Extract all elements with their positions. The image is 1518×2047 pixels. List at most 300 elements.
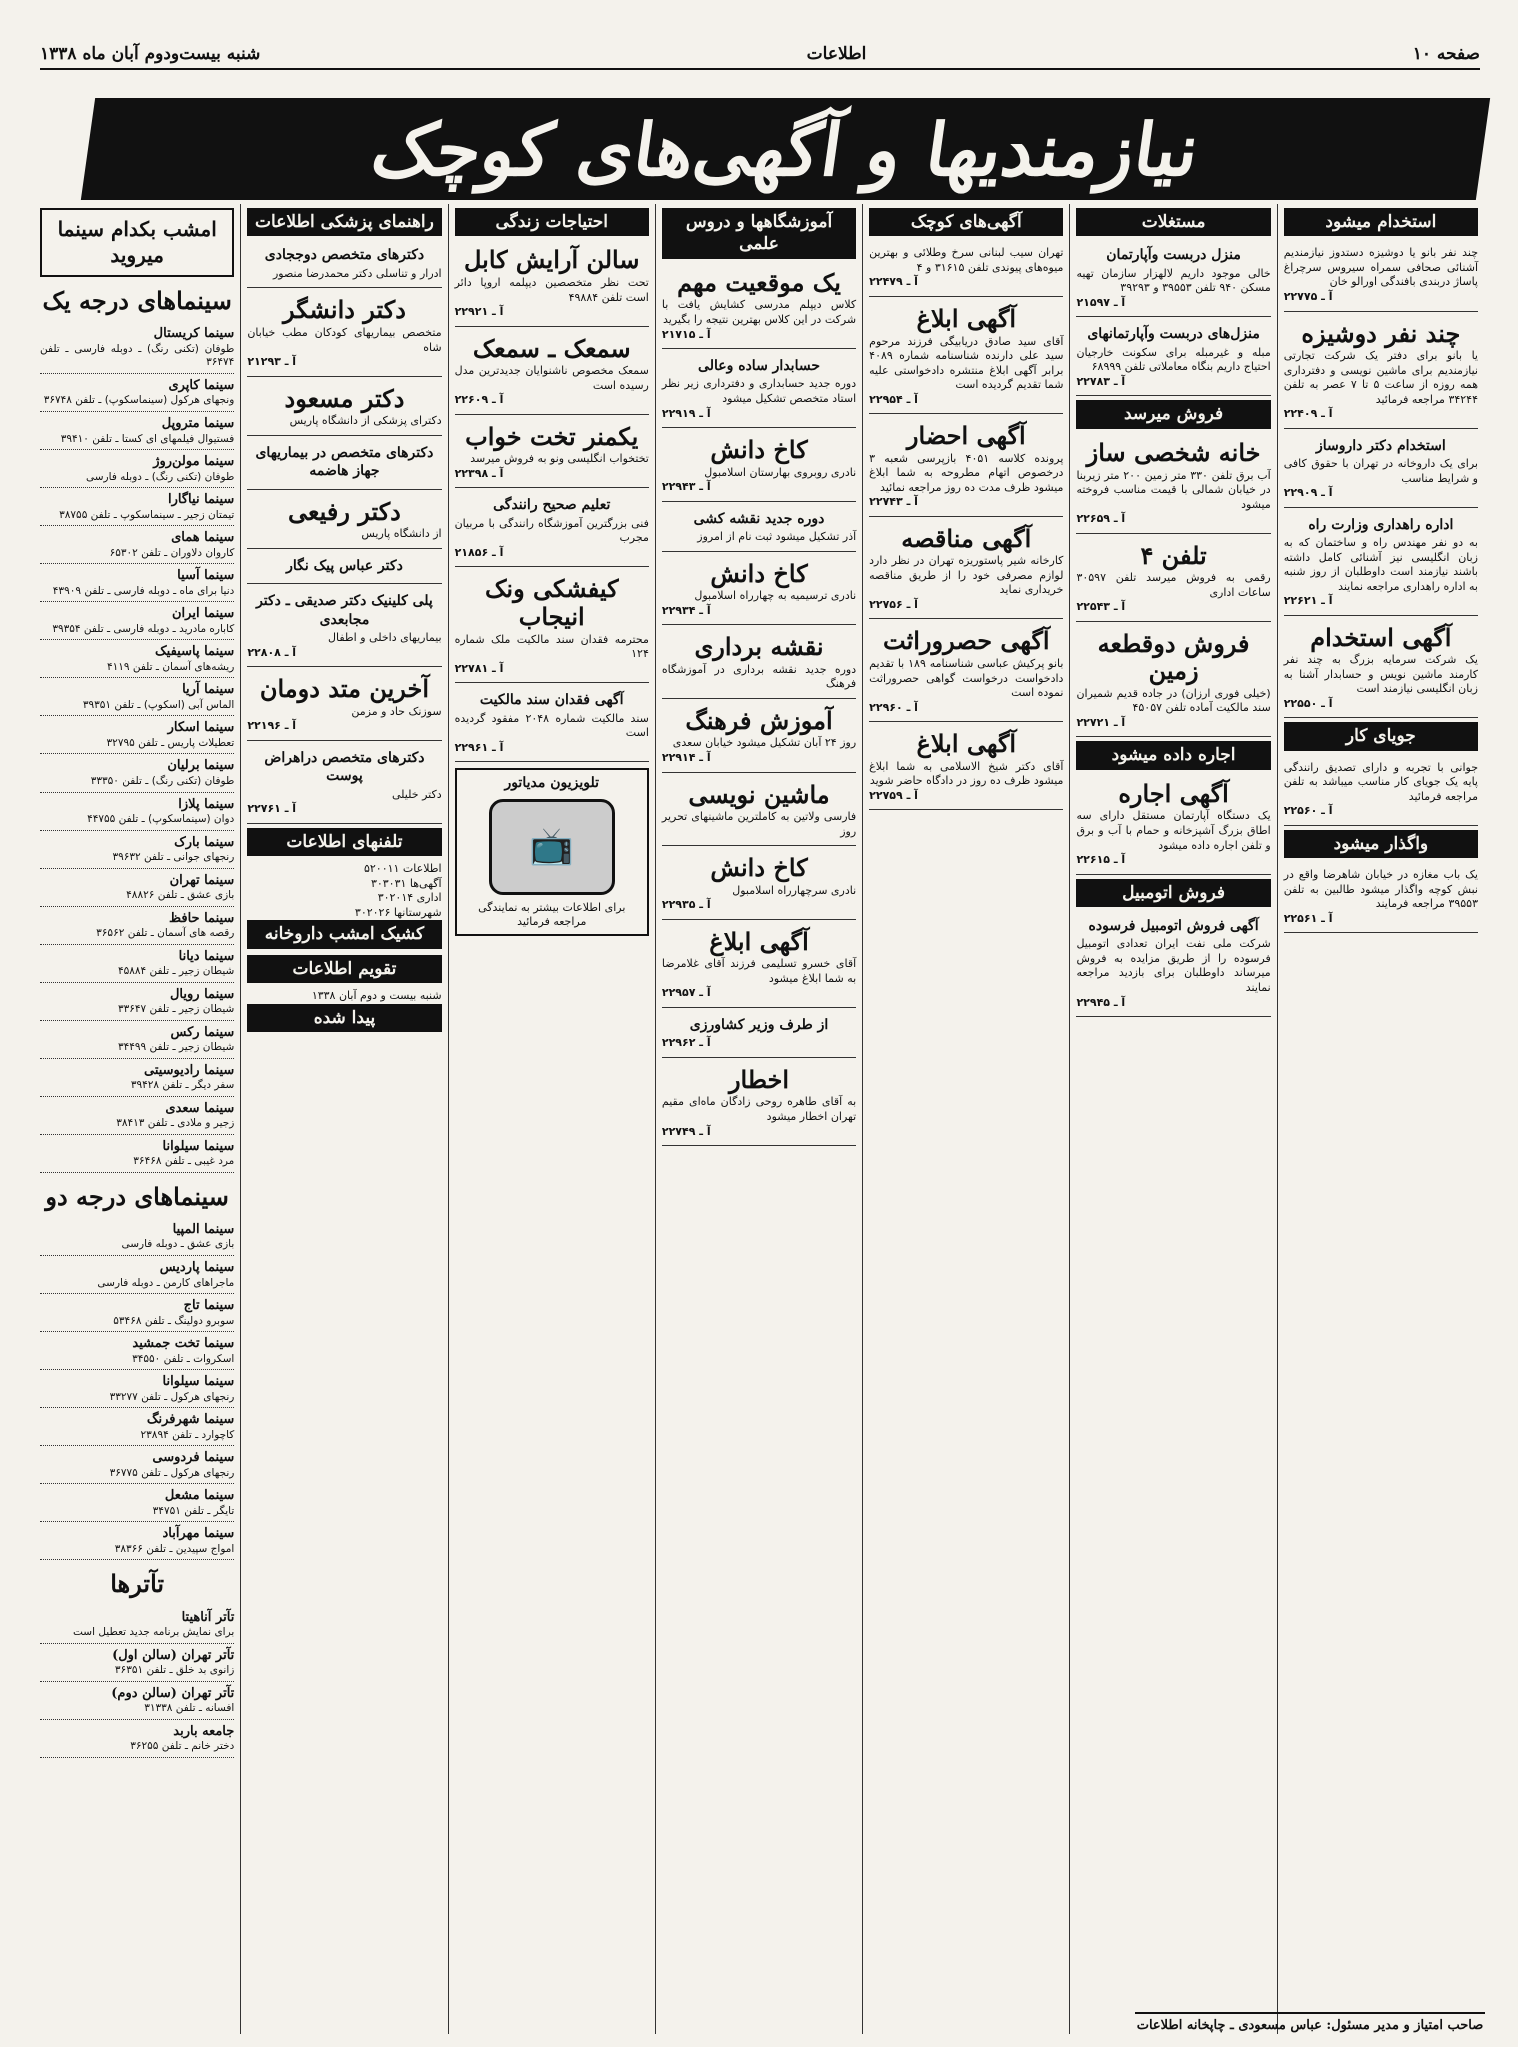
ad-code: آ ـ ۲۲۴۰۹ <box>1283 407 1333 421</box>
tv-advertisement <box>455 768 649 936</box>
ad-code: آ ـ ۲۲۹۰۹ <box>1283 486 1333 500</box>
ad-code: آ ـ ۲۲۴۷۹ <box>869 275 918 289</box>
cinema-info: رنجهای هرکول ـ تلفن ۳۶۷۷۵ <box>109 1466 235 1479</box>
cinema-info: امواج سپیدین ـ تلفن ۳۸۳۶۶ <box>114 1542 235 1555</box>
ad-title: دوره جدید نقشه کشی <box>693 510 825 527</box>
cinema-info: بازی عشق ـ تلفن ۴۸۸۲۶ <box>126 888 235 901</box>
ad-body: به دو نفر مهندس راه و ساختمان که به زبان انگلیسی نیز آشنائی کامل داشته باشند نیازمند است داوطلبان از روز شنبه به اداره راهداری مراجعه نمایند <box>1283 536 1478 593</box>
ad-list <box>1284 864 1478 933</box>
ad-list <box>662 265 856 1146</box>
cinema-name: سینما رویال <box>169 986 235 1002</box>
ad-code: آ ـ ۲۲۷۵۶ <box>869 597 918 611</box>
ad-body: دکتر خلیلی <box>392 787 442 801</box>
ad-title: حسابدار ساده وعالی <box>698 358 820 375</box>
ad-body: آقای خسرو تسلیمی فرزند آقای غلامرضا به شما ابلاغ میشود <box>661 957 857 985</box>
ad-list <box>455 242 649 762</box>
ad-title: خانه شخصی ساز <box>1086 437 1261 467</box>
ad-body: دوره جدید نقشه برداری در آموزشگاه فرهنگ <box>661 662 857 691</box>
ad-code: آ ـ ۲۲۷۴۳ <box>869 495 918 509</box>
cinema-listing <box>40 1135 234 1173</box>
theatre-list <box>40 1606 234 1758</box>
cinema-listing <box>40 1256 234 1294</box>
classified-ad <box>662 432 856 502</box>
classified-ad <box>869 242 1063 297</box>
classified-ad <box>662 556 856 626</box>
ad-code: آ ـ ۲۲۹۱۴ <box>661 751 711 764</box>
ad-body: رقمی به فروش میرسد تلفن ۳۰۵۹۷ ساعات اداری <box>1076 571 1271 599</box>
ad-code: آ ـ ۲۲۵۶۰ <box>1283 804 1333 818</box>
classified-columns <box>34 204 1484 2034</box>
cinema-listing <box>40 450 234 488</box>
ad-body: تهران سیب لبنانی سرخ وطلائی و بهترین میوه‌های پیوندی تلفن ۳۱۶۱۵ و ۴ <box>869 246 1064 274</box>
ad-title: دکتر مسعود <box>284 383 405 413</box>
classified-ad <box>247 553 441 584</box>
ad-code: آ ـ ۲۲۹۲۱ <box>454 305 504 319</box>
cinema-listing <box>40 640 234 678</box>
cinema-listing <box>40 602 234 640</box>
cinema-listing <box>40 945 234 983</box>
cinema-info: رقصه های آسمان ـ تلفن ۳۶۵۶۲ <box>96 926 235 939</box>
column-cinemas <box>34 204 240 2034</box>
cinema-listing <box>40 716 234 754</box>
ad-list <box>1284 757 1478 826</box>
pharmacy-heading: کشیک امشب داروخانه <box>247 920 441 948</box>
cinema-name: سینما مولن‌روژ <box>153 454 235 470</box>
ad-code: آ ـ ۲۲۷۲۱ <box>1076 715 1126 729</box>
cinema-subheading: سینماهای درجه دو <box>45 1181 229 1211</box>
ad-body: یک باب مغازه در خیابان شاهرضا واقع در نبش کوچه واگذار میشود طالبین به تلفن ۳۹۵۵۳ مراجعه فرمایند <box>1283 868 1478 911</box>
cinema-listing <box>40 1446 234 1484</box>
cinema-info: برای نمایش برنامه جدید تعطیل است <box>72 1626 235 1639</box>
ad-body: دوره جدید حسابداری و دفترداری زیر نظر استاد متخصص تشکیل میشود <box>661 377 857 405</box>
classified-ad <box>247 494 441 549</box>
classified-ad <box>662 1062 856 1146</box>
ad-title: منزل‌های دربست وآپارتمانهای <box>1087 326 1260 343</box>
ad-body: روز ۲۴ آبان تشکیل میشود خیابان سعدی <box>672 736 857 750</box>
ad-body: فارسی ولاتین به کاملترین ماشینهای تحریر روز <box>661 810 857 838</box>
classified-ad <box>455 571 649 683</box>
ad-title: دکتر رفیعی <box>288 496 401 526</box>
cinema-name: سینما المپیا <box>172 1222 235 1238</box>
ad-title: آگهی اجاره <box>1118 778 1229 808</box>
ad-title: منزل دربست وآپارتمان <box>1106 247 1241 264</box>
ad-list <box>1076 776 1270 875</box>
ad-code: آ ـ ۲۲۷۷۵ <box>1283 289 1333 303</box>
cinema-info: کاچوارد ـ تلفن ۲۳۸۹۴ <box>140 1428 235 1441</box>
ad-body: آذر تشکیل میشود ثبت نام از امروز <box>697 530 857 544</box>
cinema-name: سینما تخت جمشید <box>132 1336 235 1352</box>
cinema-info: ریشه‌های آسمان ـ تلفن ۴۱۱۹ <box>106 660 235 673</box>
cinema-listing <box>40 1332 234 1370</box>
sub-heading: فروش اتومبیل <box>1076 879 1270 907</box>
ad-body: تحت نظر متخصصین دیپلمه اروپا دائر است تلفن ۴۹۸۸۴ <box>454 276 649 304</box>
ad-code: آ ـ ۲۱۷۱۵ <box>661 327 711 341</box>
info-item: آگهی‌ها ۳۰۳۰۳۱ <box>370 876 442 890</box>
cinema-listing <box>40 412 234 450</box>
cinema-name: سینما کریستال <box>153 326 235 342</box>
cinema-name: سینما آسیا <box>177 568 235 584</box>
cinema-name: سینما پاردیس <box>159 1260 235 1276</box>
cinema-info: ونجهای هرکول (سینماسکوپ) ـ تلفن ۳۶۷۴۸ <box>43 394 235 407</box>
issue-date: شنبه بیست‌ودوم آبان ماه ۱۳۳۸ <box>40 44 261 64</box>
cinema-listing <box>40 678 234 716</box>
cinema-list <box>40 1218 234 1560</box>
cinema-listing <box>40 983 234 1021</box>
ad-code: آ ـ ۲۱۲۹۳ <box>247 355 297 369</box>
ad-code: آ ـ ۲۱۵۹۷ <box>1076 295 1126 309</box>
ad-code: آ ـ ۲۲۳۹۸ <box>454 466 504 480</box>
cinema-listing <box>40 754 234 792</box>
cinema-listing <box>40 322 234 374</box>
column-employment <box>1277 204 1484 2034</box>
ad-body: پرونده کلاسه ۴۰۵۱ بازپرسی شعبه ۳ درخصوص اتهام مطروحه به شما ابلاغ میشود ظرف مدت ده روز مراجعه نمائید <box>869 451 1064 494</box>
ad-body: محترمه فقدان سند مالکیت ملک شماره ۱۲۴ <box>454 632 649 661</box>
cinema-info: تیمتان زجیر ـ سینماسکوپ ـ تلفن ۳۸۷۵۵ <box>59 508 235 521</box>
cinema-listing <box>40 1059 234 1097</box>
info-item: اطلاعات ۵۲۰۰۱۱ <box>363 862 442 876</box>
cinema-info: تعطیلات پاریس ـ تلفن ۳۲۷۹۵ <box>106 736 235 749</box>
ad-body: مبله و غیرمبله برای سکونت خارجیان احتیاج داریم بنگاه معاملاتی تلفن ۶۸۹۹۹ <box>1076 345 1271 374</box>
ad-code: آ ـ ۲۲۶۰۹ <box>454 393 504 407</box>
classified-ad <box>455 242 649 326</box>
ad-code: آ ـ ۲۱۸۵۶ <box>454 545 504 559</box>
cinema-info: تایگر ـ تلفن ۳۴۷۵۱ <box>152 1504 235 1517</box>
section-banner <box>81 98 1490 200</box>
classified-ad <box>247 588 441 667</box>
ad-code: آ ـ ۲۲۷۶۱ <box>247 802 297 816</box>
classified-ad <box>1284 757 1478 826</box>
cinema-info: شیطان زجیر ـ تلفن ۳۴۴۹۹ <box>117 1040 235 1053</box>
ad-list <box>1076 242 1270 396</box>
cinema-info: فستیوال فیلمهای ای کستا ـ تلفن ۳۹۴۱۰ <box>60 432 235 445</box>
cinema-name: سینما سیلوانا <box>162 1374 235 1390</box>
column-education <box>655 204 862 2034</box>
ad-body: متخصص بیماریهای کودکان مطب خیابان شاه <box>247 326 442 354</box>
classified-ad <box>1076 321 1270 396</box>
banner-title: نیازمندیها و آگهی‌های کوچک <box>366 106 1205 192</box>
cinema-info: زانوی بد خلق ـ تلفن ۳۶۳۵۱ <box>114 1664 235 1677</box>
column-heading: استخدام میشود <box>1284 208 1478 236</box>
info-list <box>247 862 441 920</box>
cinema-info: ماجراهای کارمن ـ دوبله فارسی <box>97 1276 235 1289</box>
cinema-name: سینما مشعل <box>164 1488 235 1504</box>
ad-body: آقای سید صادق دریابیگی فرزند مرحوم سید علی دارنده شناسنامه شماره ۴۰۸۹ برابر آگهی ابلاغ منتشره دادخواستی علیه شما تقدیم گردیده است <box>869 334 1064 392</box>
cinema-name: سینما برلیان <box>167 758 235 774</box>
tv-icon: 📺 <box>489 799 615 895</box>
ad-code: آ ـ ۲۲۹۵۷ <box>661 986 711 1000</box>
cinema-info: بازی عشق ـ دوبله فارسی <box>121 1238 235 1251</box>
ad-title: دکتر عباس پیک نگار <box>286 557 403 574</box>
ad-code: آ ـ ۲۲۷۵۹ <box>869 788 918 802</box>
classified-ad <box>869 726 1063 810</box>
ad-code: آ ـ ۲۲۵۴۳ <box>1076 600 1126 614</box>
classified-ad <box>662 703 856 773</box>
cinema-name: سینما پاسیفیک <box>155 644 235 660</box>
classified-ad <box>247 381 441 436</box>
cinema-info: مرد غیبی ـ تلفن ۳۶۴۶۸ <box>133 1154 235 1167</box>
classified-ad <box>662 629 856 699</box>
ad-body: خالی موجود داریم لالهزار سازمان تهیه مسکن ۹۴۰ تلفن ۳۹۵۵۳ و ۳۹۲۹۳ <box>1076 266 1271 295</box>
cinema-name: سینما دیانا <box>178 948 235 964</box>
cinema-listing <box>40 1644 234 1682</box>
ad-title: پلی کلینیک دکتر صدیقی ـ دکتر مجابعدی <box>256 593 433 628</box>
ad-title: دکترهای متخصص دراهراض پوست <box>264 749 425 785</box>
classified-ad <box>869 623 1063 722</box>
cinema-listing <box>40 1294 234 1332</box>
ad-code: آ ـ ۲۲۶۱۵ <box>1076 853 1126 867</box>
ad-body: کارخانه شیر پاستوریزه تهران در نظر دارد لوازم مصرفی خود را از طریق مناقصه خریداری نماید <box>869 554 1064 597</box>
column-small-ads <box>862 204 1069 2034</box>
column-heading: آگهی‌های کوچک <box>869 208 1063 236</box>
cinema-name: سینما پلازا <box>178 796 235 812</box>
classified-ad <box>1284 512 1478 616</box>
cinema-listing <box>40 1682 234 1720</box>
ad-code: آ ـ ۲۲۹۶۱ <box>454 740 504 754</box>
ad-code: آ ـ ۲۲۶۲۱ <box>1283 594 1333 608</box>
cinema-info: الماس آبی (اسکوپ) ـ تلفن ۳۹۳۵۱ <box>82 698 235 711</box>
classified-ad <box>662 506 856 552</box>
ad-body: نادری سرچهارراه اسلامبول <box>732 883 857 897</box>
cinema-info: سوبرو دولینگ ـ تلفن ۵۳۴۶۸ <box>113 1314 235 1327</box>
ad-body: کلاس دیپلم مدرسی کشایش یافت با شرکت در این کلاس بهترین نتیجه را بگیرید <box>661 298 857 326</box>
cinema-info: رنجهای هرکول ـ تلفن ۳۳۲۷۷ <box>109 1390 235 1403</box>
ad-code: آ ـ ۲۲۶۵۹ <box>1076 512 1126 526</box>
cinema-name: سینما آریا <box>182 682 235 698</box>
ad-title: دکترهای متخصص دوججادی <box>264 247 425 264</box>
column-real-estate <box>1069 204 1276 2034</box>
cinema-name: سینما ایران <box>172 606 235 622</box>
ad-title: اخطار <box>728 1064 790 1094</box>
ad-code: آ ـ ۲۲۹۳۴ <box>661 603 711 617</box>
ad-body: سند مالکیت شماره ۲۰۴۸ مفقود گردیده است <box>454 711 649 740</box>
ad-title: سمعک ـ سمعک <box>472 333 631 363</box>
ad-code: آ ـ ۲۲۷۴۹ <box>661 1124 711 1138</box>
tv-ad-note: برای اطلاعات بیشتر به نمایندگی مراجعه فرمائید <box>478 900 626 929</box>
classified-ad <box>1076 776 1270 875</box>
ad-title: کیفشکی ونک انیجاب <box>484 574 619 631</box>
ad-body: سمعک مخصوص ناشنوایان جدیدترین مدل رسیده است <box>454 364 649 392</box>
column-life-needs <box>448 204 655 2034</box>
classified-ad <box>869 418 1063 517</box>
ad-code: آ ـ ۲۲۵۶۱ <box>1283 911 1333 925</box>
column-medical-guide <box>240 204 447 2034</box>
classified-ad <box>662 777 856 847</box>
classified-ad <box>1076 435 1270 534</box>
publisher-text: صاحب امتیاز و مدیر مسئول: عباس مسعودی ـ چاپخانه اطلاعات <box>1136 2018 1484 2033</box>
cinema-listing <box>40 1606 234 1644</box>
classified-ad <box>1076 242 1270 317</box>
ad-body: (خیلی فوری ارزان) در جاده قدیم شمیران سند مالکیت آماده تلفن ۴۵۰۵۷ <box>1076 686 1271 715</box>
cinema-subheading: سینماهای درجه یک <box>42 285 232 315</box>
cinema-info: رنجهای جوانی ـ تلفن ۳۹۶۳۲ <box>112 850 235 863</box>
info-item: اداری ۳۰۲۰۱۴ <box>377 891 442 905</box>
cinema-name: تآتر تهران (سالن دوم) <box>111 1686 235 1702</box>
ad-body: آقای دکتر شیخ الاسلامی به شما ابلاغ میشود ظرف ده روز در دادگاه حاضر شوید <box>869 759 1064 788</box>
classified-ad <box>1076 538 1270 622</box>
ad-body: نادری روبروی بهارستان اسلامبول <box>704 465 857 479</box>
classified-ad <box>247 745 441 824</box>
ad-title: یکمنر تخت خواب <box>465 421 639 451</box>
cinema-name: سینما بارک <box>174 834 235 850</box>
ad-title: آگهی مناقصه <box>901 523 1032 553</box>
cinema-listing <box>40 1370 234 1408</box>
cinema-name: سینما اسکار <box>167 720 235 736</box>
ad-title: تعلیم صحیح رانندگی <box>493 497 611 514</box>
cinema-info: طوفان (تکنی رنگ) ـ تلفن ۳۳۳۵۰ <box>90 774 235 787</box>
column-heading: مستغلات <box>1076 208 1270 236</box>
classified-ad <box>662 924 856 1008</box>
classified-ad <box>662 353 856 428</box>
classified-ad <box>1284 316 1478 429</box>
cinema-name: تآتر آناهیتا <box>181 1610 235 1626</box>
ad-body: به آقای طاهره روحی زادگان ماه‌ای مقیم تهران اخطار میشود <box>661 1095 857 1123</box>
classified-ad <box>1284 864 1478 933</box>
cinema-info: دختر خانم ـ تلفن ۳۶۲۵۵ <box>130 1740 235 1753</box>
classified-ad <box>869 521 1063 620</box>
cinema-listing <box>40 526 234 564</box>
cinema-heading: امشب بکدام سینما میروید <box>40 208 234 277</box>
page-header <box>40 40 1480 70</box>
cinema-listing <box>40 1522 234 1560</box>
classified-ad <box>1076 913 1270 1017</box>
cinema-name: سینما رکس <box>170 1024 235 1040</box>
ad-title: تلفن ۴ <box>1140 540 1207 570</box>
theatre-heading: تآترها <box>110 1569 165 1599</box>
info-heading: تلفنهای اطلاعات <box>247 828 441 856</box>
ad-body: سوزنک حاد و مزمن <box>351 704 442 718</box>
ad-list <box>1284 242 1478 718</box>
cinema-listing <box>40 1097 234 1135</box>
ad-list <box>1076 435 1270 738</box>
info-item: شهرستانها ۳۰۲۰۲۶ <box>354 905 442 919</box>
lost-found-heading: پیدا شده <box>247 1004 441 1032</box>
ad-title: کاخ دانش <box>710 853 808 883</box>
cinema-name: سینما حافظ <box>169 910 235 926</box>
cinema-name: سینما تهران <box>169 872 235 888</box>
classified-ad <box>455 492 649 567</box>
classified-ad <box>247 671 441 741</box>
cinema-info: اسکروات ـ تلفن ۳۴۵۵۰ <box>132 1352 235 1365</box>
ad-body: یک شرکت سرمایه بزرگ به چند نفر کارمند ماشین نویس و حسابدار آشنا به زبان انگلیسی نیازمند است <box>1283 653 1478 696</box>
cinema-name: تآتر تهران (سالن اول) <box>112 1648 235 1664</box>
cinema-name: جامعه باربد <box>173 1724 235 1740</box>
column-heading: آموزشگاهها و دروس علمی <box>662 208 856 259</box>
classified-ad <box>455 331 649 415</box>
cinema-listing <box>40 907 234 945</box>
classified-ad <box>1284 620 1478 719</box>
ad-code: آ ـ ۲۲۷۸۳ <box>1076 374 1126 388</box>
publisher-footer <box>1135 2012 1485 2033</box>
cinema-info: افسانه ـ تلفن ۳۱۳۳۸ <box>144 1702 235 1715</box>
ad-code: آ ـ ۲۲۵۵۰ <box>1283 696 1333 710</box>
sub-heading: جویای کار <box>1284 722 1478 750</box>
cinema-listing <box>40 1218 234 1256</box>
ad-body: تختخواب انگلیسی ونو به فروش میرسد <box>470 452 649 466</box>
ad-title: آموزش فرهنگ <box>685 705 833 735</box>
cinema-info: کاباره مادرید ـ دوبله فارسی ـ تلفن ۳۹۳۵۴ <box>52 622 235 635</box>
ad-code: آ ـ ۲۲۹۵۴ <box>869 392 918 406</box>
cinema-name: سینما متروپل <box>161 416 235 432</box>
ad-body: برای یک داروخانه در تهران با حقوق کافی و شرایط مناسب <box>1283 457 1478 485</box>
ad-body: بانو پرکیش عباسی شناسنامه ۱۸۹ با تقدیم دادخواست درخواست گواهی حصروراثت نموده است <box>869 657 1064 700</box>
classified-ad <box>662 850 856 920</box>
ad-title: اداره راهداری وزارت راه <box>1308 516 1454 533</box>
ad-list <box>247 242 441 823</box>
ad-list <box>1076 913 1270 1017</box>
ad-code: آ ـ ۲۲۹۴۳ <box>661 480 711 494</box>
ad-body: شرکت ملی نفت ایران تعدادی اتومبیل فرسوده را از طریق مزایده به فروش میرساند داوطلبان برای بازدید مراجعه نمایند <box>1076 937 1271 994</box>
cinema-name: سینما سیلوانا <box>162 1138 235 1154</box>
ad-title: دکترهای متخصص در بیماریهای جهاز هاضمه <box>255 444 434 480</box>
cinema-listing <box>40 869 234 907</box>
classified-ad <box>455 419 649 489</box>
cinema-name: سینما نیاگارا <box>168 492 235 508</box>
ad-title: آگهی ابلاغ <box>916 303 1017 333</box>
ad-body: آب برق تلفن ۳۳۰ متر زمین ۲۰۰ متر زیربنا در خیابان شمالی با قیمت مناسب فروخته میشود <box>1076 468 1271 511</box>
cinema-name: سینما سعدی <box>165 1100 235 1116</box>
ad-title: نقشه برداری <box>694 632 824 662</box>
ad-title: سالن آرایش کابل <box>463 245 640 275</box>
sub-heading: اجاره داده میشود <box>1076 741 1270 769</box>
ad-title: کاخ دانش <box>710 558 808 588</box>
ad-title: دکتر دانشگر <box>283 295 406 325</box>
ad-title: آگهی فروش اتومبیل فرسوده <box>1088 917 1259 934</box>
ad-title: چند نفر دوشیزه <box>1301 318 1461 348</box>
column-heading: راهنمای پزشکی اطلاعات <box>247 208 441 236</box>
cinema-info: طوفان (تکنی رنگ) ـ دوبله فارسی ـ تلفن ۳۶۴۷۴ <box>40 342 235 369</box>
classified-ad <box>247 292 441 376</box>
tv-ad-title: تلویزیون مدیاتور <box>504 775 600 792</box>
cinema-name: سینما مهرآباد <box>162 1526 235 1542</box>
ad-list <box>869 242 1063 810</box>
calendar-heading: تقویم اطلاعات <box>247 955 441 983</box>
newspaper-name: اطلاعات <box>806 44 867 64</box>
ad-code: آ ـ ۲۲۹۶۲ <box>661 1036 711 1050</box>
cinema-info: طوفان (تکنی رنگ) ـ دوبله فارسی <box>86 470 235 483</box>
classified-ad <box>1076 626 1270 738</box>
sub-heading: فروش میرسد <box>1076 400 1270 428</box>
cinema-list <box>40 322 234 1172</box>
cinema-info: شیطان زجیر ـ تلفن ۴۵۸۸۴ <box>117 964 235 977</box>
ad-code: آ ـ ۲۲۸۰۸ <box>247 645 297 659</box>
ad-title: آگهی ابلاغ <box>709 926 809 956</box>
classified-ad <box>1284 242 1478 311</box>
ad-body: ادرار و تناسلی دکتر محمدرضا منصور <box>273 266 442 280</box>
cinema-listing <box>40 1720 234 1758</box>
sub-heading: واگذار میشود <box>1284 830 1478 858</box>
cinema-listing <box>40 1408 234 1446</box>
cinema-info: دوان (سینماسکوپ) ـ تلفن ۴۴۷۵۵ <box>87 812 235 825</box>
ad-title: فروش دوقطعه زمین <box>1097 628 1250 686</box>
cinema-info: زجیر و ملادی ـ تلفن ۳۸۴۱۳ <box>116 1116 235 1129</box>
ad-body: بیماریهای داخلی و اطفال <box>328 631 442 645</box>
ad-title: آگهی احضار <box>906 421 1026 451</box>
cinema-info: کاروان دلاوران ـ تلفن ۶۵۳۰۲ <box>109 546 235 559</box>
ad-title: کاخ دانش <box>710 435 808 465</box>
ad-code: آ ـ ۲۲۹۳۵ <box>661 898 711 912</box>
cinema-name: سینما فردوسی <box>152 1450 235 1466</box>
ad-code: آ ـ ۲۲۷۸۱ <box>454 661 504 675</box>
ad-body: یا بانو برای دفتر یک شرکت تجارتی نیازمندیم برای ماشین نویسی و دفترداری همه روزه از ساعت ۵ تا ۷ عصر به تلفن ۳۴۲۴۴ مراجعه فرمائید <box>1283 349 1479 406</box>
classified-ad <box>1284 433 1478 508</box>
cinema-listing <box>40 1021 234 1059</box>
classified-ad <box>247 440 441 490</box>
cinema-name: سینما تاج <box>183 1298 235 1314</box>
ad-body: از دانشگاه پاریس <box>361 527 442 541</box>
ad-title: یک موقعیت مهم <box>677 267 841 297</box>
cinema-listing <box>40 793 234 831</box>
cinema-info: سفر دیگر ـ تلفن ۳۹۴۲۸ <box>130 1078 235 1091</box>
